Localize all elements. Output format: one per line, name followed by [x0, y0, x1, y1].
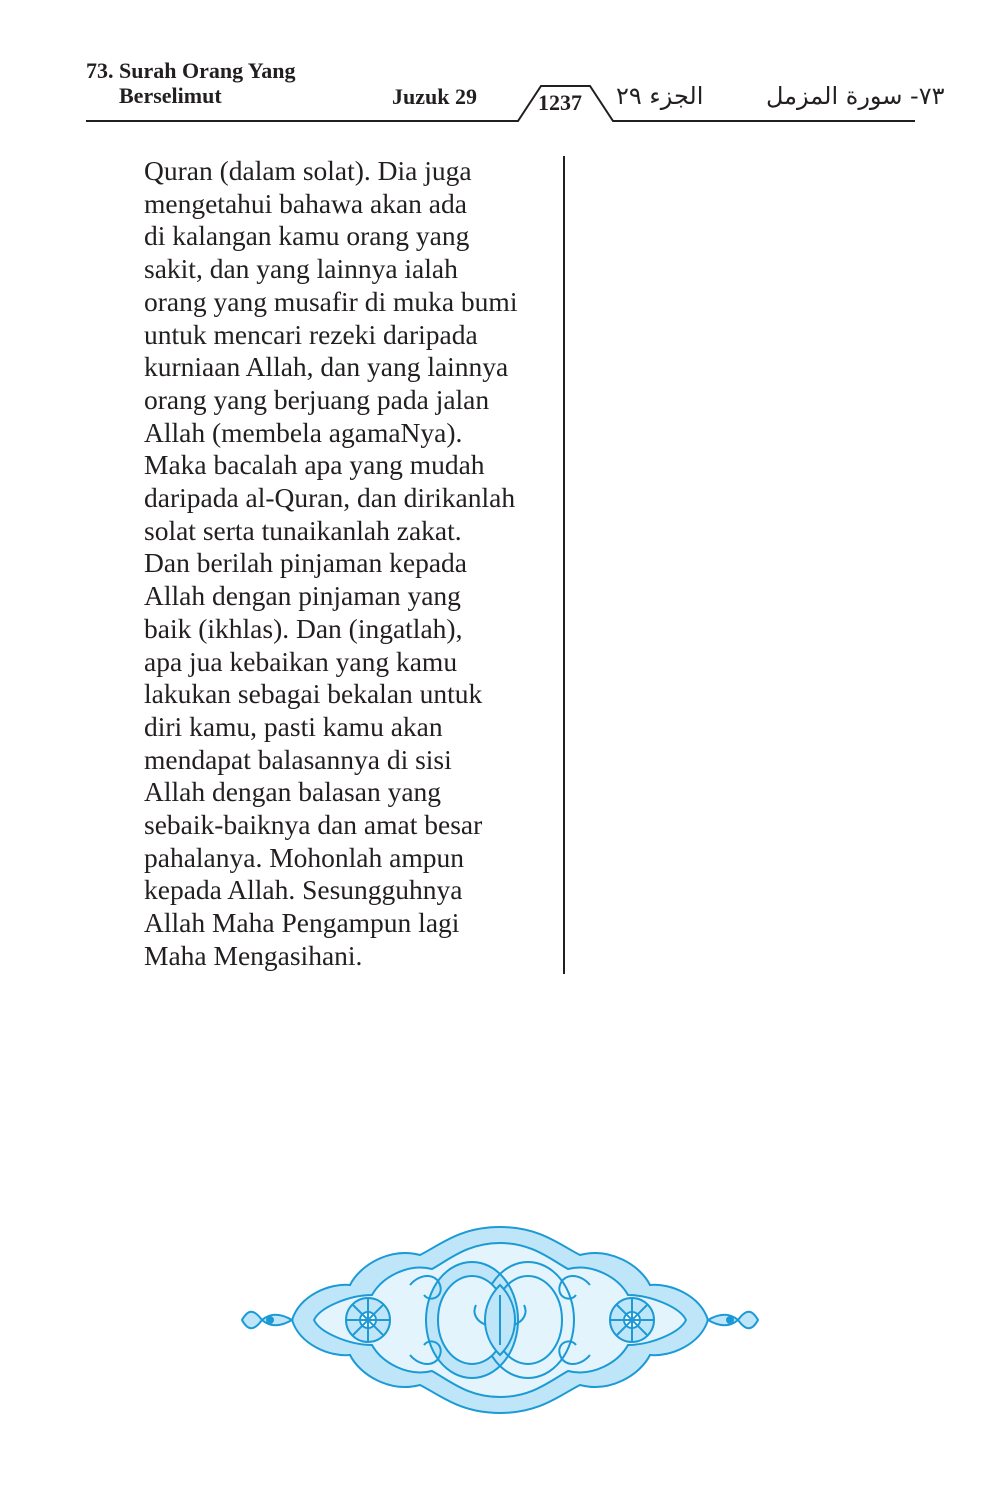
- text-line: Allah Maha Pengampun lagi: [144, 907, 460, 939]
- text-line: diri kamu, pasti kamu akan: [144, 710, 443, 742]
- text-line: kepada Allah. Sesungguhnya: [144, 874, 463, 906]
- text-line: Quran (dalam solat). Dia juga: [144, 155, 472, 186]
- arabesque-ornament-icon: [240, 1225, 760, 1415]
- text-line: Allah dengan balasan yang: [144, 776, 442, 808]
- text-line: solat serta tunaikanlah zakat.: [144, 514, 462, 546]
- text-line: untuk mencari rezeki daripada: [144, 318, 478, 350]
- text-line: lakukan sebagai bekalan untuk: [144, 678, 483, 710]
- text-line: daripada al-Quran, dan dirikanlah: [144, 482, 516, 514]
- text-line: Maha Mengasihani.: [144, 939, 363, 971]
- text-line: Dan berilah pinjaman kepada: [144, 547, 467, 579]
- translation-text: [144, 155, 564, 973]
- surah-arabic-title: ٧٣- سورة المزمل: [766, 82, 945, 110]
- text-line: kurniaan Allah, dan yang lainnya: [144, 351, 509, 383]
- text-line: pahalanya. Mohonlah ampun: [144, 841, 464, 873]
- text-line: orang yang berjuang pada jalan: [144, 383, 490, 415]
- header-rule: [0, 0, 1000, 130]
- text-line: apa jua kebaikan yang kamu: [144, 645, 458, 677]
- text-line: sakit, dan yang lainnya ialah: [144, 253, 458, 285]
- juzuk-label: Juzuk 29: [392, 84, 477, 109]
- text-line: di kalangan kamu orang yang: [144, 220, 470, 252]
- surah-title-line1: 73. Surah Orang Yang: [86, 58, 296, 83]
- text-line: Allah dengan pinjaman yang: [144, 580, 461, 612]
- page-number: 1237: [538, 90, 582, 115]
- text-line: orang yang musafir di muka bumi: [144, 285, 518, 317]
- text-line: mendapat balasannya di sisi: [144, 743, 452, 775]
- surah-title-line2: Berselimut: [119, 83, 222, 108]
- text-line: sebaik-baiknya dan amat besar: [144, 809, 483, 841]
- text-line: baik (ikhlas). Dan (ingatlah),: [144, 612, 463, 644]
- text-line: Maka bacalah apa yang mudah: [144, 449, 485, 481]
- juz-arabic-label: الجزء ٢٩: [616, 82, 704, 110]
- text-line: mengetahui bahawa akan ada: [144, 187, 467, 219]
- text-line: Allah (membela agamaNya).: [144, 416, 463, 448]
